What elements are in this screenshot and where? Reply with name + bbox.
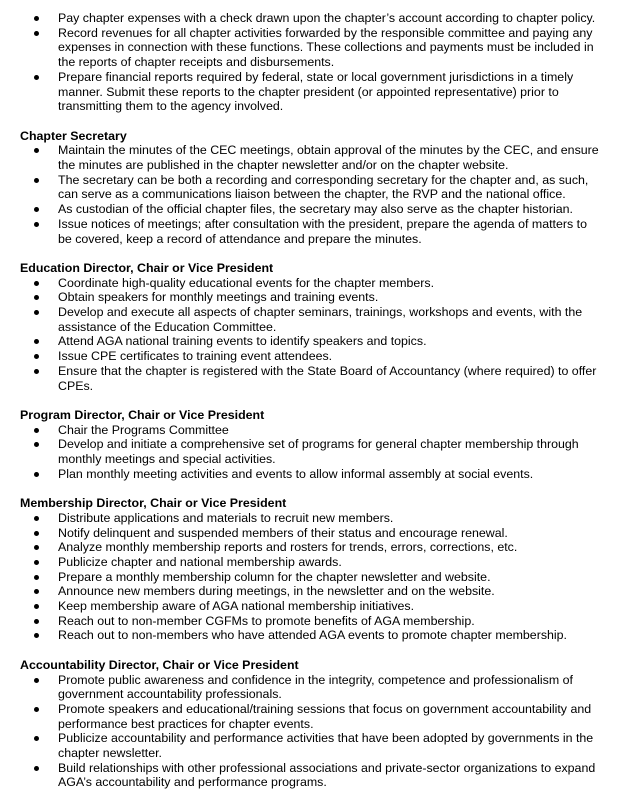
- list-item-text: Ensure that the chapter is registered with the State Board of Accountancy (where required) to offer CPEs.: [58, 363, 597, 393]
- bullet-icon: [34, 222, 39, 227]
- list-item: [0, 599, 624, 614]
- list-item-text: Promote speakers and educational/training sessions that focus on government accountability and performance best practices for chapter events.: [58, 701, 592, 731]
- bullet-icon: [34, 736, 39, 741]
- bullet-icon: [34, 619, 39, 624]
- section-heading: Education Director, Chair or Vice President: [20, 260, 274, 275]
- bullet-icon: [34, 707, 39, 712]
- list-item-text: Prepare financial reports required by federal, state or local government jurisdictions in a timely manner. Submit these reports to the chapter president (or appointed representative) prior to transmitting them to the agency involved.: [58, 69, 574, 114]
- list-item: [0, 526, 624, 541]
- list-item-text: Maintain the minutes of the CEC meetings, obtain approval of the minutes by the CEC, and ensure the minutes are published in the chapter newsletter and/or on the chapter website.: [58, 143, 599, 173]
- bullet-icon: [34, 545, 39, 550]
- list-item: [0, 349, 624, 364]
- list-item-text: Build relationships with other professional associations and private-sector organizations to expand AGA’s accountability and performance programs.: [58, 760, 596, 790]
- list-item: [0, 26, 624, 70]
- list-item: [0, 276, 624, 291]
- list-item: [0, 555, 624, 570]
- list-item-text: Reach out to non-member CGFMs to promote benefits of AGA membership.: [58, 613, 475, 628]
- list-item: [0, 423, 624, 438]
- list-item: [0, 761, 624, 790]
- bullet-list: [0, 511, 624, 643]
- bullet-icon: [34, 560, 39, 565]
- bullet-icon: [34, 633, 39, 638]
- list-item: [0, 467, 624, 482]
- bullet-icon: [34, 31, 39, 36]
- document-section: [0, 129, 624, 247]
- bullet-icon: [34, 75, 39, 80]
- bullet-list: [0, 423, 624, 482]
- document-section: [0, 408, 624, 482]
- bullet-icon: [34, 354, 39, 359]
- list-item: [0, 437, 624, 466]
- list-item-text: Prepare a monthly membership column for the chapter newsletter and website.: [58, 569, 491, 584]
- list-item: [0, 290, 624, 305]
- bullet-icon: [34, 369, 39, 374]
- list-item-text: Reach out to non-members who have attended AGA events to promote chapter membership.: [58, 628, 567, 643]
- list-item-text: Plan monthly meeting activities and events to allow informal assembly at social events.: [58, 466, 534, 481]
- list-item: [0, 173, 624, 202]
- bullet-icon: [34, 516, 39, 521]
- bullet-icon: [34, 16, 39, 21]
- list-item: [0, 731, 624, 760]
- list-item: [0, 143, 624, 172]
- list-item-text: Keep membership aware of AGA national membership initiatives.: [58, 599, 415, 614]
- list-item-text: Publicize chapter and national membership awards.: [58, 554, 342, 569]
- bullet-icon: [34, 295, 39, 300]
- list-item-text: Chair the Programs Committee: [58, 422, 229, 437]
- list-item: [0, 540, 624, 555]
- section-heading: Chapter Secretary: [20, 128, 127, 143]
- document-section: [0, 658, 624, 790]
- list-item-text: Pay chapter expenses with a check drawn upon the chapter’s account according to chapter policy.: [58, 11, 596, 25]
- bullet-icon: [34, 766, 39, 771]
- list-item-text: Analyze monthly membership reports and rosters for trends, errors, corrections, etc.: [58, 540, 518, 555]
- list-item: [0, 628, 624, 643]
- list-item: [0, 11, 624, 26]
- list-item: [0, 334, 624, 349]
- bullet-icon: [34, 678, 39, 683]
- bullet-list: [0, 673, 624, 791]
- list-item-text: Obtain speakers for monthly meetings and training events.: [58, 290, 379, 305]
- bullet-icon: [34, 148, 39, 153]
- bullet-icon: [34, 281, 39, 286]
- section-heading: Accountability Director, Chair or Vice President: [20, 657, 299, 672]
- list-item-text: Publicize accountability and performance activities that have been adopted by governments in the chapter newsletter.: [58, 731, 594, 761]
- section-heading: Membership Director, Chair or Vice President: [20, 496, 287, 511]
- list-item: [0, 511, 624, 526]
- document-section: [0, 496, 624, 643]
- list-item-text: Distribute applications and materials to recruit new members.: [58, 510, 394, 525]
- list-item: [0, 305, 624, 334]
- bullet-icon: [34, 178, 39, 183]
- list-item-text: Issue CPE certificates to training event attendees.: [58, 349, 333, 364]
- bullet-icon: [34, 207, 39, 212]
- list-item: [0, 364, 624, 393]
- list-item: [0, 614, 624, 629]
- bullet-icon: [34, 442, 39, 447]
- document-section: [0, 11, 624, 114]
- bullet-list: [0, 143, 624, 246]
- bullet-list: [0, 276, 624, 394]
- bullet-icon: [34, 339, 39, 344]
- list-item: [0, 217, 624, 246]
- list-item-text: Announce new members during meetings, in the newsletter and on the website.: [58, 584, 495, 599]
- list-item-text: Issue notices of meetings; after consultation with the president, prepare the agenda of matters to be covered, keep a record of attendance and prepare the minutes.: [58, 216, 587, 246]
- bullet-icon: [34, 428, 39, 433]
- list-item: [0, 202, 624, 217]
- section-heading: Program Director, Chair or Vice President: [20, 407, 265, 422]
- list-item: [0, 70, 624, 114]
- bullet-icon: [34, 604, 39, 609]
- bullet-icon: [34, 575, 39, 580]
- list-item-text: Attend AGA national training events to identify speakers and topics.: [58, 334, 427, 349]
- list-item-text: Develop and execute all aspects of chapter seminars, trainings, workshops and events, with the assistance of the Education Committee.: [58, 305, 583, 334]
- document-section: [0, 261, 624, 393]
- list-item-text: Record revenues for all chapter activities forwarded by the responsible committee and paying any expenses in connection with these functions. These collections and payments must be included in the reports of chapter receipts and disbursements.: [58, 25, 594, 70]
- list-item-text: As custodian of the official chapter files, the secretary may also serve as the chapter historian.: [58, 202, 573, 217]
- list-item: [0, 673, 624, 702]
- bullet-icon: [34, 589, 39, 594]
- bullet-list: [0, 11, 624, 114]
- list-item-text: Notify delinquent and suspended members of their status and encourage renewal.: [58, 525, 508, 540]
- bullet-icon: [34, 310, 39, 315]
- list-item-text: Promote public awareness and confidence in the integrity, competence and professionalism of government accountability professionals.: [58, 672, 573, 702]
- bullet-icon: [34, 472, 39, 477]
- list-item-text: Develop and initiate a comprehensive set of programs for general chapter membership through monthly meetings and special activities.: [58, 437, 579, 467]
- bullet-icon: [34, 531, 39, 536]
- list-item: [0, 584, 624, 599]
- list-item-text: Coordinate high-quality educational events for the chapter members.: [58, 275, 435, 290]
- list-item-text: The secretary can be both a recording and corresponding secretary for the chapter and, as such, can serve as a communications liaison between the chapter, the RVP and the national office.: [58, 172, 589, 202]
- list-item: [0, 702, 624, 731]
- list-item: [0, 570, 624, 585]
